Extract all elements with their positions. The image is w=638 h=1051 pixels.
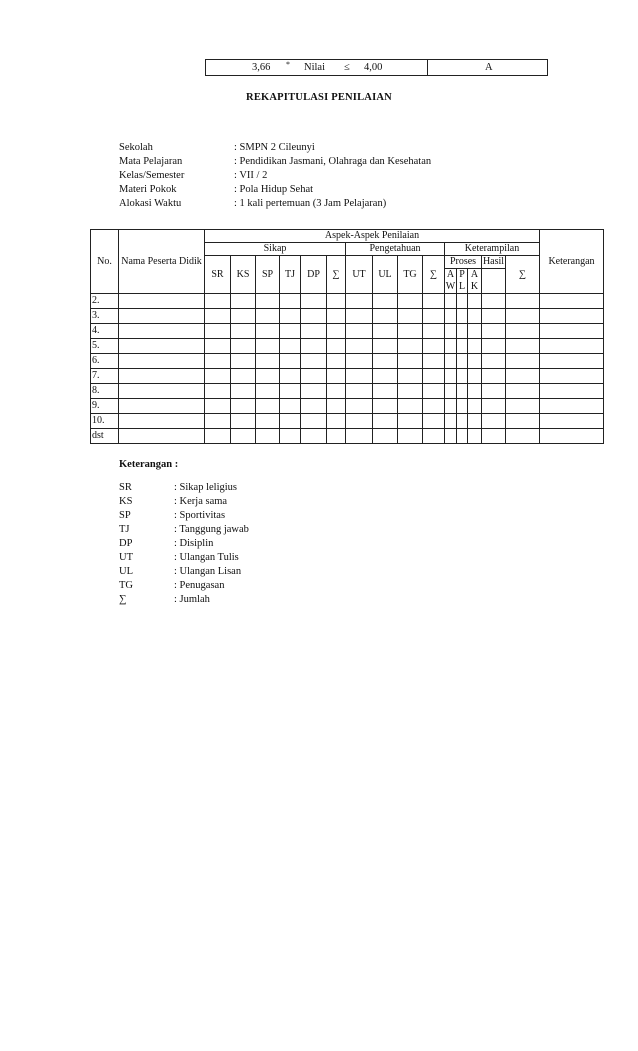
table-cell: [280, 429, 301, 444]
nilai-divider: [427, 60, 428, 75]
table-cell: [119, 414, 205, 429]
table-cell: [280, 309, 301, 324]
legend-abbr: DP: [119, 538, 133, 549]
table-cell: [205, 339, 231, 354]
table-cell: [301, 384, 327, 399]
table-cell: [445, 354, 457, 369]
col-ul: UL: [373, 256, 398, 294]
table-cell: [119, 339, 205, 354]
table-cell: [373, 324, 398, 339]
table-cell: [423, 324, 445, 339]
table-cell: [423, 384, 445, 399]
table-cell: [205, 294, 231, 309]
table-cell: [373, 429, 398, 444]
header-keterangan: Keterangan: [540, 230, 604, 294]
row-number: 2.: [91, 294, 119, 309]
table-cell: [231, 369, 256, 384]
table-cell: [119, 384, 205, 399]
legend-abbr: UL: [119, 566, 133, 577]
table-cell: [327, 324, 346, 339]
table-cell: [256, 339, 280, 354]
table-cell: [398, 369, 423, 384]
table-row: [91, 294, 604, 309]
table-row: [91, 354, 604, 369]
table-cell: [468, 414, 482, 429]
table-cell: [346, 324, 373, 339]
table-cell: [398, 309, 423, 324]
table-cell: [457, 354, 468, 369]
table-cell: [280, 399, 301, 414]
info-label-materi: Materi Pokok: [119, 184, 177, 195]
col-dp: DP: [301, 256, 327, 294]
table-cell: [445, 294, 457, 309]
table-cell: [482, 294, 506, 309]
table-cell: [205, 324, 231, 339]
table-cell: [468, 429, 482, 444]
table-cell: [445, 429, 457, 444]
info-label-alokasi: Alokasi Waktu: [119, 198, 182, 209]
legend-desc: : Penugasan: [174, 580, 225, 591]
nilai-range-row: [205, 59, 548, 76]
rekap-body: [91, 294, 604, 444]
table-cell: [457, 429, 468, 444]
table-cell: [482, 399, 506, 414]
table-cell: [482, 324, 506, 339]
table-cell: [445, 399, 457, 414]
table-cell: [398, 294, 423, 309]
table-row: [91, 369, 604, 384]
table-row: [91, 339, 604, 354]
table-cell: [346, 354, 373, 369]
table-cell: [468, 294, 482, 309]
table-cell: [205, 309, 231, 324]
legend-desc: : Tanggung jawab: [174, 524, 249, 535]
table-cell: [280, 339, 301, 354]
info-label-sekolah: Sekolah: [119, 142, 153, 153]
table-cell: [445, 309, 457, 324]
table-cell: [482, 384, 506, 399]
legend-abbr: TG: [119, 580, 133, 591]
header-nama: Nama Peserta Didik: [119, 230, 205, 294]
table-cell: [468, 354, 482, 369]
table-cell: [301, 429, 327, 444]
table-cell: [457, 369, 468, 384]
table-cell: [346, 369, 373, 384]
legend-desc: : Sikap leligius: [174, 482, 237, 493]
col-peng-sum: ∑: [423, 256, 445, 294]
table-cell: [506, 429, 540, 444]
table-cell: [346, 339, 373, 354]
nilai-marker: *: [286, 60, 290, 69]
col-ut: UT: [346, 256, 373, 294]
col-sr: SR: [205, 256, 231, 294]
table-cell: [540, 369, 604, 384]
table-cell: [346, 414, 373, 429]
row-number: 8.: [91, 384, 119, 399]
table-cell: [327, 354, 346, 369]
table-cell: [205, 384, 231, 399]
table-cell: [482, 369, 506, 384]
table-cell: [482, 309, 506, 324]
table-cell: [327, 414, 346, 429]
table-cell: [280, 384, 301, 399]
table-row: [91, 384, 604, 399]
table-row: [91, 399, 604, 414]
row-number: 10.: [91, 414, 119, 429]
legend-desc: : Kerja sama: [174, 496, 228, 507]
table-cell: [482, 429, 506, 444]
table-cell: [231, 354, 256, 369]
col-aw: AW: [445, 269, 456, 292]
legend-abbr: SP: [119, 510, 131, 521]
info-value-sekolah: : SMPN 2 Cileunyi: [234, 142, 315, 153]
table-cell: [280, 294, 301, 309]
table-cell: [327, 369, 346, 384]
table-cell: [540, 399, 604, 414]
table-cell: [423, 339, 445, 354]
table-cell: [280, 324, 301, 339]
table-cell: [327, 384, 346, 399]
row-number: dst: [91, 429, 119, 444]
table-cell: [398, 354, 423, 369]
table-cell: [423, 399, 445, 414]
table-cell: [280, 354, 301, 369]
table-cell: [398, 384, 423, 399]
table-cell: [540, 294, 604, 309]
header-pengetahuan: Pengetahuan: [346, 243, 445, 256]
table-cell: [301, 414, 327, 429]
table-cell: [398, 414, 423, 429]
table-cell: [423, 429, 445, 444]
col-hasil-empty: [482, 269, 506, 294]
header-hasil: Hasil: [482, 256, 505, 267]
legend-abbr: TJ: [119, 524, 130, 535]
table-cell: [301, 309, 327, 324]
table-cell: [373, 369, 398, 384]
table-cell: [540, 414, 604, 429]
table-cell: [346, 294, 373, 309]
table-cell: [445, 414, 457, 429]
table-cell: [482, 339, 506, 354]
table-cell: [457, 339, 468, 354]
legend-desc: : Sportivitas: [174, 510, 226, 521]
table-cell: [457, 414, 468, 429]
legend-desc: : Ulangan Lisan: [174, 566, 242, 577]
table-cell: [373, 399, 398, 414]
table-row: [91, 429, 604, 444]
header-proses: Proses: [445, 256, 482, 269]
table-cell: [119, 294, 205, 309]
table-cell: [346, 429, 373, 444]
legend-abbr: ∑: [119, 594, 127, 605]
table-cell: [256, 324, 280, 339]
nilai-lower: 3,66: [252, 62, 271, 73]
row-number: 5.: [91, 339, 119, 354]
table-cell: [301, 339, 327, 354]
table-cell: [119, 309, 205, 324]
col-tj: TJ: [280, 256, 301, 294]
nilai-upper: 4,00: [364, 62, 383, 73]
table-cell: [256, 384, 280, 399]
table-cell: [540, 339, 604, 354]
col-ket-sum: ∑: [506, 256, 540, 294]
table-cell: [119, 369, 205, 384]
table-cell: [373, 309, 398, 324]
table-cell: [231, 309, 256, 324]
table-cell: [445, 384, 457, 399]
table-cell: [506, 354, 540, 369]
table-cell: [457, 309, 468, 324]
table-cell: [457, 384, 468, 399]
table-cell: [205, 369, 231, 384]
table-cell: [506, 339, 540, 354]
table-cell: [231, 429, 256, 444]
table-cell: [327, 309, 346, 324]
info-value-alokasi: : 1 kali pertemuan (3 Jam Pelajaran): [234, 198, 387, 209]
row-number: 9.: [91, 399, 119, 414]
table-cell: [506, 414, 540, 429]
table-row: [91, 309, 604, 324]
table-cell: [445, 324, 457, 339]
table-cell: [506, 309, 540, 324]
table-cell: [423, 369, 445, 384]
header-no: No.: [91, 230, 119, 294]
legend-desc: : Ulangan Tulis: [174, 552, 239, 563]
table-cell: [423, 414, 445, 429]
table-cell: [280, 414, 301, 429]
table-cell: [468, 324, 482, 339]
table-cell: [457, 294, 468, 309]
table-cell: [327, 339, 346, 354]
table-cell: [231, 399, 256, 414]
nilai-grade: A: [485, 62, 493, 73]
table-cell: [256, 309, 280, 324]
table-cell: [373, 414, 398, 429]
table-cell: [506, 369, 540, 384]
legend-abbr: UT: [119, 552, 133, 563]
table-cell: [301, 324, 327, 339]
table-cell: [256, 354, 280, 369]
legend-desc: : Disiplin: [174, 538, 214, 549]
table-cell: [468, 339, 482, 354]
table-cell: [205, 414, 231, 429]
nilai-label: Nilai: [304, 62, 325, 73]
table-cell: [119, 429, 205, 444]
table-cell: [506, 294, 540, 309]
table-row: [91, 324, 604, 339]
table-cell: [205, 429, 231, 444]
col-tg: TG: [398, 256, 423, 294]
table-cell: [506, 399, 540, 414]
legend-desc: : Jumlah: [174, 594, 210, 605]
table-cell: [231, 414, 256, 429]
legend-title: Keterangan :: [119, 459, 179, 470]
table-cell: [231, 294, 256, 309]
table-cell: [398, 324, 423, 339]
col-sikap-sum: ∑: [327, 256, 346, 294]
table-cell: [457, 324, 468, 339]
table-cell: [468, 369, 482, 384]
row-number: 7.: [91, 369, 119, 384]
col-ak: AK: [468, 269, 482, 294]
legend-abbr: KS: [119, 496, 133, 507]
table-cell: [423, 354, 445, 369]
table-cell: [398, 339, 423, 354]
table-cell: [373, 294, 398, 309]
table-cell: [301, 354, 327, 369]
page-title: REKAPITULASI PENILAIAN: [246, 92, 392, 103]
table-cell: [205, 354, 231, 369]
table-cell: [119, 354, 205, 369]
col-ks: KS: [231, 256, 256, 294]
table-cell: [423, 294, 445, 309]
header-keterampilan: Keterampilan: [445, 243, 540, 256]
row-number: 6.: [91, 354, 119, 369]
col-sp: SP: [256, 256, 280, 294]
col-pl: PL: [457, 269, 468, 294]
info-label-mapel: Mata Pelajaran: [119, 156, 183, 167]
table-cell: [327, 399, 346, 414]
table-cell: [506, 324, 540, 339]
table-cell: [256, 294, 280, 309]
table-cell: [346, 399, 373, 414]
info-label-kelas: Kelas/Semester: [119, 170, 185, 181]
info-value-mapel: : Pendidikan Jasmani, Olahraga dan Kesehatan: [234, 156, 432, 167]
table-cell: [256, 369, 280, 384]
table-cell: [373, 339, 398, 354]
table-cell: [540, 324, 604, 339]
table-cell: [540, 429, 604, 444]
table-cell: [301, 294, 327, 309]
table-cell: [445, 369, 457, 384]
table-cell: [327, 429, 346, 444]
table-cell: [482, 414, 506, 429]
table-cell: [205, 399, 231, 414]
table-cell: [301, 369, 327, 384]
table-cell: [346, 384, 373, 399]
nilai-symbol: ≤: [344, 62, 350, 73]
table-cell: [398, 399, 423, 414]
table-cell: [468, 384, 482, 399]
table-cell: [468, 309, 482, 324]
table-cell: [346, 309, 373, 324]
table-cell: [482, 354, 506, 369]
table-cell: [457, 399, 468, 414]
row-number: 4.: [91, 324, 119, 339]
table-cell: [280, 369, 301, 384]
row-number: 3.: [91, 309, 119, 324]
table-cell: [540, 354, 604, 369]
rekap-table: [90, 229, 604, 444]
info-value-materi: : Pola Hidup Sehat: [234, 184, 314, 195]
table-cell: [119, 399, 205, 414]
table-row: [91, 414, 604, 429]
table-cell: [256, 414, 280, 429]
table-cell: [231, 384, 256, 399]
table-cell: [398, 429, 423, 444]
header-sikap: Sikap: [205, 243, 346, 256]
table-cell: [301, 399, 327, 414]
table-cell: [327, 294, 346, 309]
table-cell: [468, 399, 482, 414]
info-value-kelas: : VII / 2: [234, 170, 268, 181]
header-aspek: Aspek-Aspek Penilaian: [205, 230, 540, 243]
table-cell: [256, 429, 280, 444]
table-cell: [373, 354, 398, 369]
table-cell: [256, 399, 280, 414]
table-cell: [540, 309, 604, 324]
table-cell: [231, 324, 256, 339]
table-cell: [373, 384, 398, 399]
table-cell: [445, 339, 457, 354]
table-cell: [506, 384, 540, 399]
table-cell: [540, 384, 604, 399]
table-cell: [423, 309, 445, 324]
table-cell: [231, 339, 256, 354]
legend-abbr: SR: [119, 482, 132, 493]
table-cell: [119, 324, 205, 339]
